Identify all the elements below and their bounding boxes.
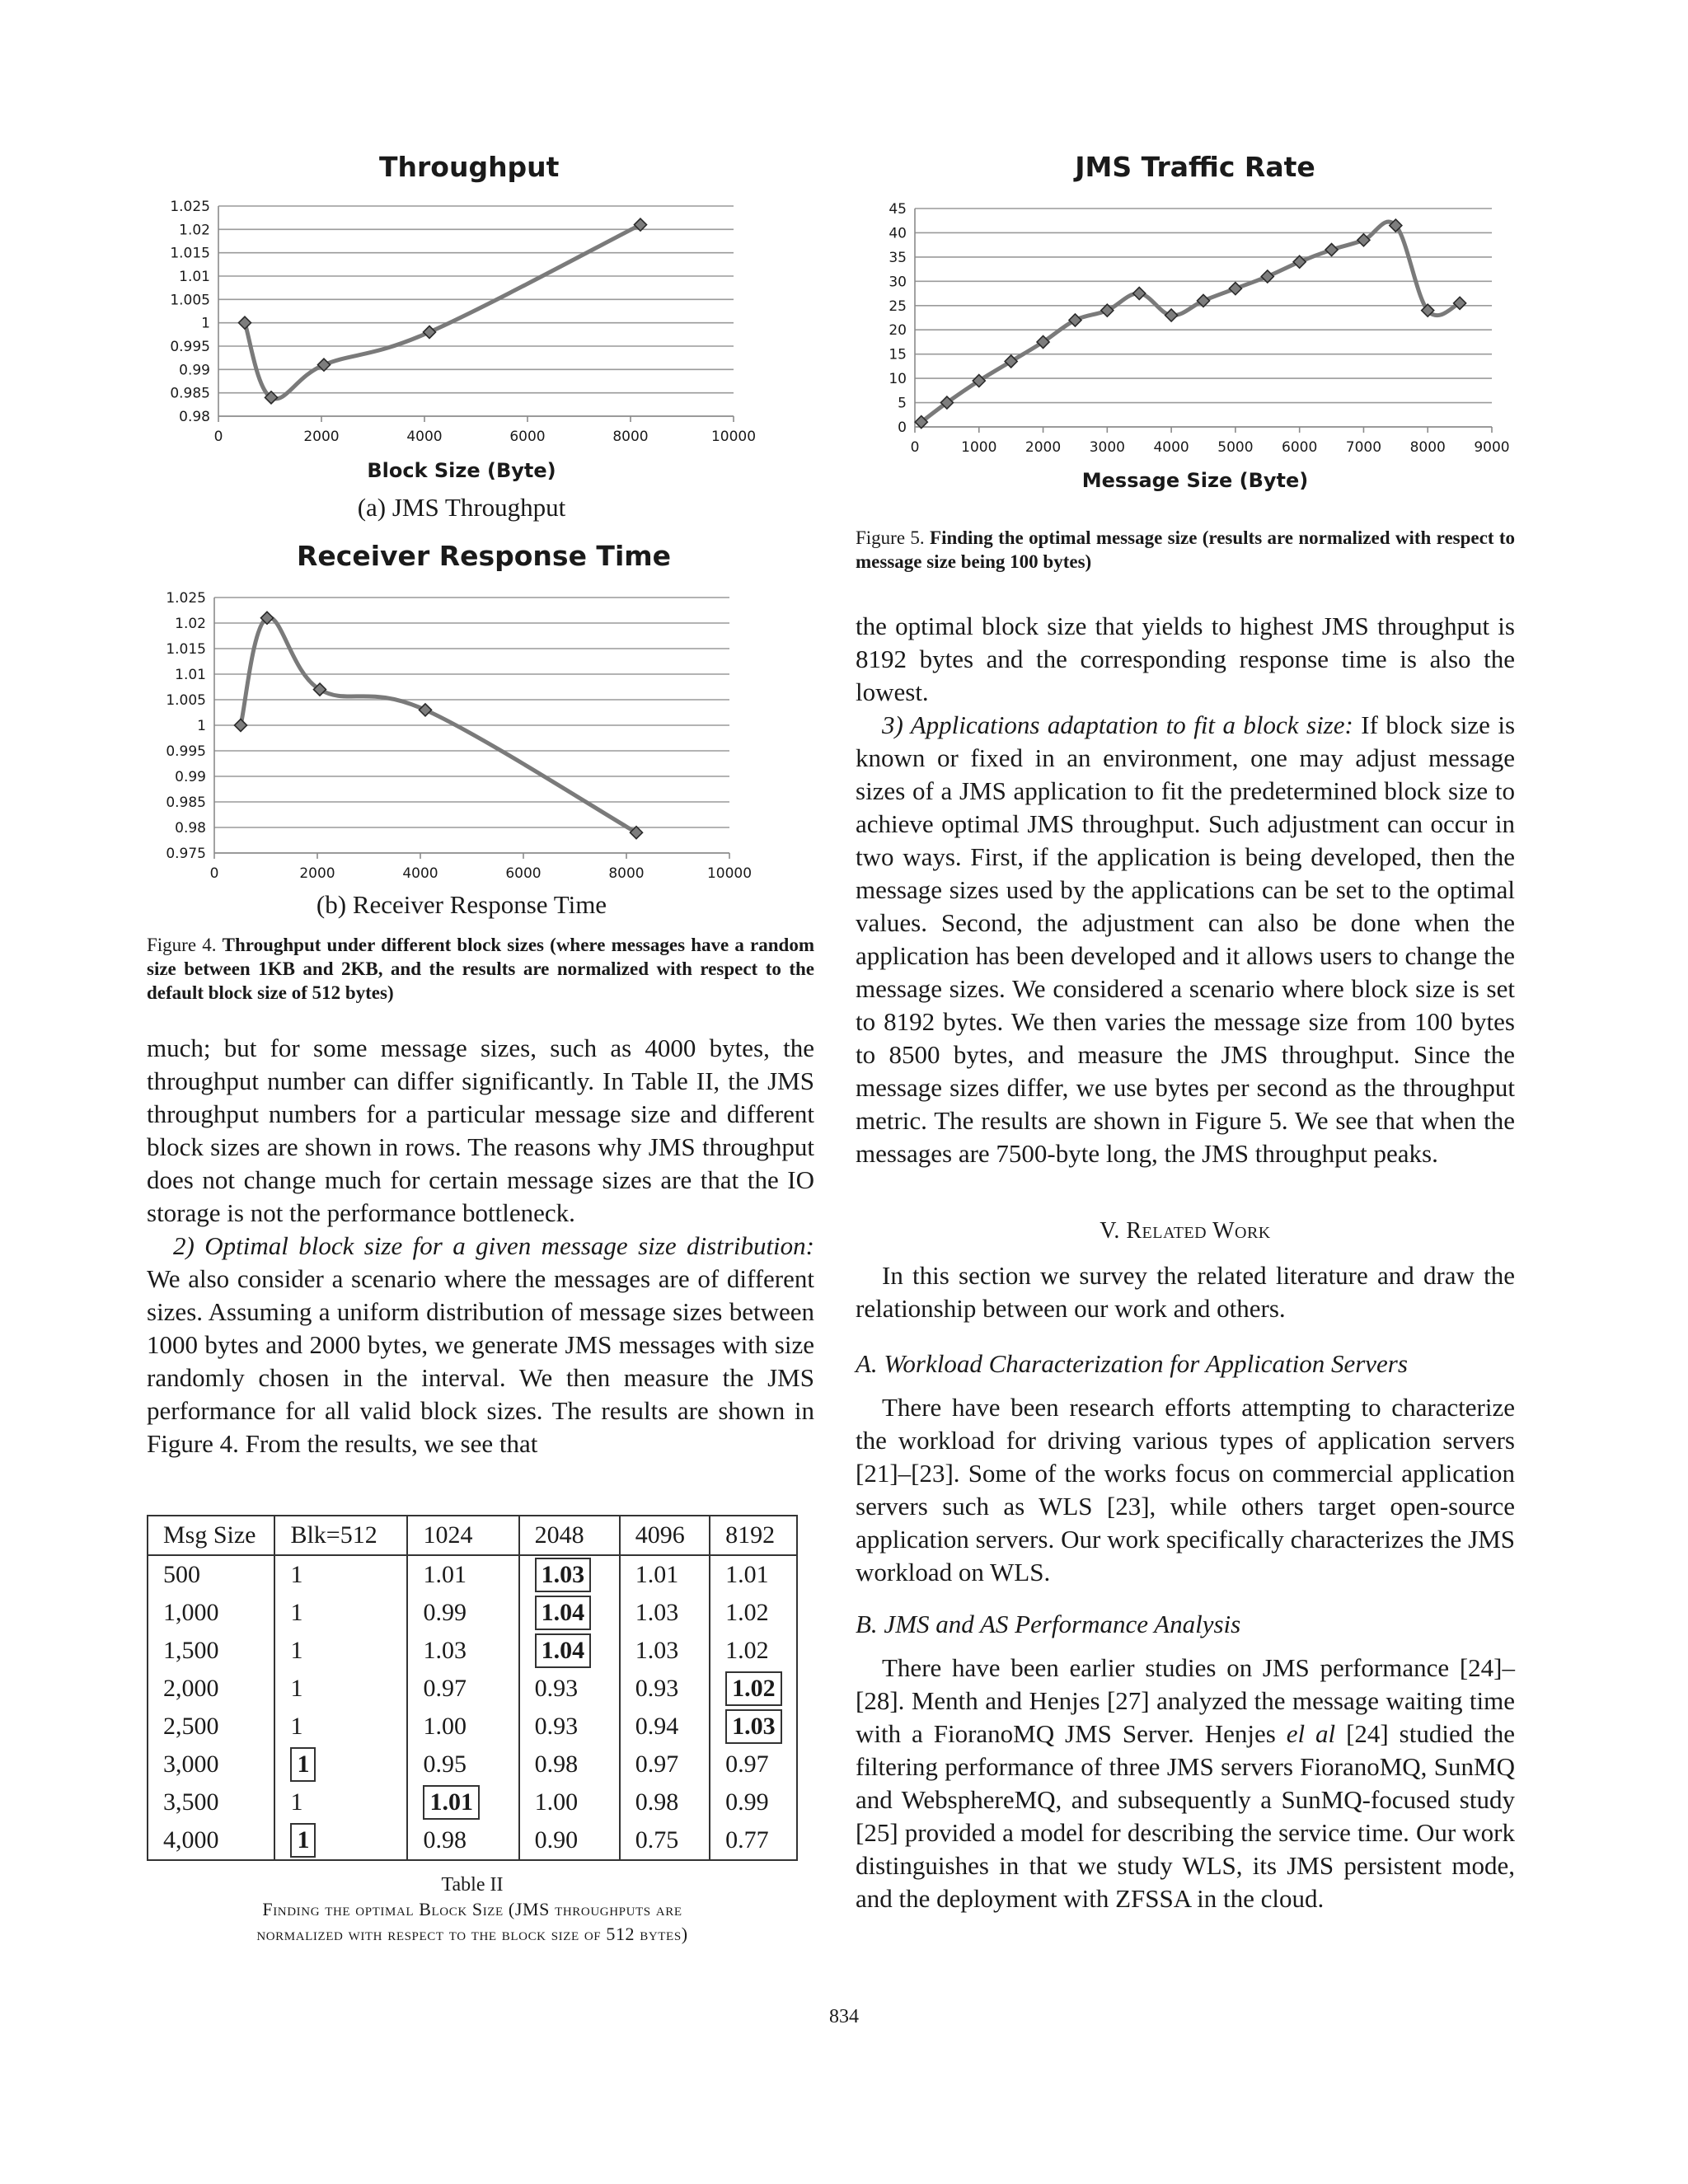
table-cell: 500 bbox=[163, 1561, 200, 1588]
table-cell bbox=[710, 1708, 797, 1746]
data-point bbox=[1325, 244, 1338, 256]
table-row bbox=[148, 1670, 797, 1708]
table-cell: 0.95 bbox=[407, 1746, 518, 1783]
table-ii-label: Table II bbox=[441, 1874, 504, 1896]
paragraph-jms-perf-part1: There have been earlier studies on JMS performance [24]–[28]. Menth and Henjes [27] analyzed the message waiting time with a FioranoMQ JMS Server. Henjes bbox=[856, 1653, 1515, 1748]
table-cell: 0.90 bbox=[519, 1821, 620, 1860]
y-tick-label: 0.975 bbox=[166, 846, 206, 862]
table-row bbox=[148, 1555, 797, 1594]
y-tick-label: 0.99 bbox=[179, 362, 210, 379]
x-tick-label: 3000 bbox=[1089, 439, 1125, 456]
paragraph-body: If block size is known or fixed in an environment, one may adjust message sizes of a JMS application to fit the predetermined block size to achieve optimal JMS throughput. Such adjustment can occur in two ways. First, if the application is being developed, then the message sizes used by the applications can be set to the optimal values. Second, the adjustment can also be done when the application has been developed and it allows users to change the message sizes. We considered a scenario where block size is set to 8192 bytes. We then varies the message size from 100 bytes to 8500 bytes, and measure the JMS throughput. Since the message sizes differ, we use bytes per second as the throughput metric. The results are shown in Figure 5. We see that when the messages are 7500-byte long, the JMS throughput peaks. bbox=[856, 710, 1516, 1168]
best-value-box: 1.03 bbox=[725, 1709, 782, 1744]
traffic-rate-x-axis-label: Message Size (Byte) bbox=[1081, 469, 1309, 492]
y-tick-label: 1.01 bbox=[175, 667, 206, 683]
x-tick-label: 0 bbox=[910, 439, 920, 456]
table-header-cell: 4096 bbox=[620, 1516, 710, 1555]
y-tick-label: 30 bbox=[889, 274, 907, 291]
paragraph-optimal-block-distribution bbox=[147, 1230, 814, 1460]
page-number: 834 bbox=[829, 2006, 859, 2027]
table-cell bbox=[519, 1594, 620, 1632]
table-cell bbox=[274, 1821, 407, 1860]
data-point bbox=[1229, 283, 1241, 295]
table-row bbox=[148, 1783, 797, 1821]
y-tick-label: 1.015 bbox=[166, 641, 206, 658]
x-tick-label: 2000 bbox=[299, 865, 335, 882]
table-cell: 1 bbox=[274, 1632, 407, 1670]
x-tick-label: 10000 bbox=[706, 865, 753, 882]
table-cell bbox=[274, 1746, 407, 1783]
chart-title-response-time: Receiver Response Time bbox=[297, 540, 672, 572]
x-tick-label: 6000 bbox=[505, 865, 542, 882]
table-ii-caption-line1: Finding the optimal Block Size (JMS throughputs are bbox=[262, 1899, 682, 1919]
table-header-cell: 2048 bbox=[519, 1516, 620, 1555]
section-title-related-work: V. Related Work bbox=[1100, 1218, 1271, 1244]
data-point bbox=[1133, 288, 1146, 300]
table-row bbox=[148, 1632, 797, 1670]
table-row bbox=[148, 1594, 797, 1632]
table-cell: 0.99 bbox=[407, 1594, 518, 1632]
x-tick-label: 2000 bbox=[303, 429, 340, 445]
y-tick-label: 1.025 bbox=[170, 199, 210, 215]
x-tick-label: 0 bbox=[209, 865, 219, 882]
paragraph-body: We also consider a scenario where the messages are of different sizes. Assuming a uniform distribution of message sizes between 1000 bytes and 2000 bytes, we generate JMS messages with size randomly chosen in the interval. We then measure the JMS performance for all valid block sizes. The results are shown in Figure 4. From the results, we see that bbox=[147, 1264, 814, 1458]
table-cell: 1.03 bbox=[620, 1594, 710, 1632]
table-row bbox=[148, 1708, 797, 1746]
throughput-x-axis-label: Block Size (Byte) bbox=[367, 459, 556, 482]
table-cell: 1.03 bbox=[407, 1632, 518, 1670]
paragraph-jms-perf-etal: el al bbox=[1286, 1719, 1336, 1748]
y-tick-label: 1.02 bbox=[175, 616, 206, 632]
table-cell: 3,000 bbox=[163, 1750, 219, 1778]
table-cell: 3,500 bbox=[163, 1788, 219, 1816]
table-cell: 0.77 bbox=[710, 1821, 797, 1860]
y-tick-label: 40 bbox=[889, 225, 907, 242]
table-cell: 1.02 bbox=[710, 1632, 797, 1670]
table-header-cell: Msg Size bbox=[148, 1516, 274, 1555]
x-tick-label: 4000 bbox=[406, 429, 443, 445]
paragraph-app-adaptation bbox=[856, 709, 1515, 1170]
table-cell: 1.00 bbox=[519, 1783, 620, 1821]
table-row bbox=[148, 1821, 797, 1860]
y-tick-label: 20 bbox=[889, 322, 907, 340]
series-line bbox=[921, 222, 1460, 422]
table-cell: 0.93 bbox=[519, 1708, 620, 1746]
y-tick-label: 10 bbox=[889, 371, 907, 388]
y-tick-label: 35 bbox=[889, 249, 907, 266]
chart-title-traffic-rate: JMS Traffic Rate bbox=[1075, 151, 1315, 183]
table-cell: 2,000 bbox=[163, 1675, 219, 1702]
y-tick-label: 0.985 bbox=[166, 794, 206, 811]
traffic-rate-chart bbox=[857, 198, 1517, 470]
data-point bbox=[424, 326, 436, 339]
y-tick-label: 0.99 bbox=[175, 769, 206, 785]
table-cell: 0.93 bbox=[519, 1670, 620, 1708]
y-tick-label: 0.98 bbox=[175, 820, 206, 837]
table-cell: 1.01 bbox=[710, 1555, 797, 1594]
y-tick-label: 0.98 bbox=[179, 409, 210, 425]
x-tick-label: 4000 bbox=[402, 865, 438, 882]
y-tick-label: 1.005 bbox=[166, 692, 206, 709]
data-point bbox=[239, 316, 251, 329]
x-tick-label: 5000 bbox=[1217, 439, 1254, 456]
x-tick-label: 9000 bbox=[1474, 439, 1510, 456]
table-header-cell: 8192 bbox=[710, 1516, 797, 1555]
table-cell bbox=[710, 1670, 797, 1708]
right-column-text-top bbox=[856, 610, 1515, 1170]
x-tick-label: 4000 bbox=[1153, 439, 1189, 456]
throughput-chart bbox=[140, 190, 757, 462]
table-cell: 2,500 bbox=[163, 1713, 219, 1740]
y-tick-label: 25 bbox=[889, 298, 907, 315]
chart-title-throughput: Throughput bbox=[379, 151, 560, 183]
table-cell: 0.75 bbox=[620, 1821, 710, 1860]
fig4b-subcaption: (b) Receiver Response Time bbox=[316, 890, 607, 919]
x-tick-label: 7000 bbox=[1345, 439, 1382, 456]
x-tick-label: 8000 bbox=[612, 429, 649, 445]
table-ii-caption-line2: normalized with respect to the block size of 512 bytes) bbox=[256, 1924, 688, 1944]
table-cell: 1.02 bbox=[710, 1594, 797, 1632]
x-tick-label: 8000 bbox=[608, 865, 645, 882]
data-point bbox=[1165, 309, 1178, 321]
figure4-label: Figure 4. bbox=[147, 935, 217, 955]
paragraph-io-bottleneck: much; but for some message sizes, such as 4000 bytes, the throughput number can differ significantly. In Table II, the JMS throughput numbers for a particular message size and different block sizes are shown in rows. The reasons why JMS throughput does not change much for certain message sizes are that the IO storage is not the performance bottleneck. bbox=[147, 1033, 814, 1227]
best-value-box: 1 bbox=[290, 1747, 316, 1782]
y-tick-label: 1.025 bbox=[166, 590, 206, 607]
y-tick-label: 0 bbox=[898, 419, 907, 436]
table-cell: 1 bbox=[274, 1555, 407, 1594]
table-cell: 1,500 bbox=[163, 1637, 219, 1664]
table-cell: 1.01 bbox=[620, 1555, 710, 1594]
paragraph-head: 3) Applications adaptation to fit a block size: bbox=[882, 710, 1353, 739]
y-tick-label: 1.015 bbox=[170, 245, 210, 262]
table-cell: 4,000 bbox=[163, 1826, 219, 1854]
left-column-text bbox=[147, 1032, 814, 1460]
table-row bbox=[148, 1746, 797, 1783]
y-tick-label: 0.985 bbox=[170, 385, 210, 402]
paragraph-head: 2) Optimal block size for a given message size distribution: bbox=[173, 1231, 814, 1260]
best-value-box: 1.02 bbox=[725, 1671, 782, 1706]
table-cell: 0.97 bbox=[407, 1670, 518, 1708]
table-cell bbox=[407, 1783, 518, 1821]
figure5-label: Figure 5. bbox=[856, 527, 925, 548]
table-header-cell: Blk=512 bbox=[274, 1516, 407, 1555]
table-cell: 1 bbox=[274, 1594, 407, 1632]
paragraph-jms-perf bbox=[856, 1652, 1515, 1915]
table-cell: 1 bbox=[274, 1670, 407, 1708]
x-tick-label: 2000 bbox=[1025, 439, 1062, 456]
table-cell: 0.98 bbox=[407, 1821, 518, 1860]
table-cell bbox=[519, 1632, 620, 1670]
series-line bbox=[245, 225, 640, 399]
figure4-caption-text: Throughput under different block sizes (where messages have a random size between 1KB and 2KB, and the results are normalized with respect to the default block size of 512 bytes) bbox=[147, 935, 814, 1003]
table-cell: 0.94 bbox=[620, 1708, 710, 1746]
fig4a-subcaption: (a) JMS Throughput bbox=[357, 493, 566, 522]
table-cell: 1.03 bbox=[620, 1632, 710, 1670]
figure4-caption bbox=[147, 933, 814, 1005]
y-tick-label: 45 bbox=[889, 201, 907, 218]
figure5-caption-text: Finding the optimal message size (results are normalized with respect to message size being 100 bytes) bbox=[856, 527, 1515, 572]
y-tick-label: 1.02 bbox=[179, 222, 210, 239]
paragraph-optimal-result: the optimal block size that yields to highest JMS throughput is 8192 bytes and the corresponding response time is also the lowest. bbox=[856, 612, 1515, 706]
table-cell: 0.93 bbox=[620, 1670, 710, 1708]
table-cell: 1,000 bbox=[163, 1599, 219, 1626]
table-header-cell: 1024 bbox=[407, 1516, 518, 1555]
x-tick-label: 0 bbox=[213, 429, 223, 445]
data-point bbox=[235, 719, 247, 732]
table-cell: 0.97 bbox=[710, 1746, 797, 1783]
y-tick-label: 1 bbox=[197, 718, 206, 734]
paragraph-workload: There have been research efforts attempting to characterize the workload for driving various types of application servers [21]–[23]. Some of the works focus on commercial application servers such as WLS [23], while others target open-source application servers. Our work specifically characterizes the JMS workload on WLS. bbox=[856, 1393, 1515, 1586]
y-tick-label: 1.005 bbox=[170, 292, 210, 309]
y-tick-label: 15 bbox=[889, 346, 907, 363]
x-tick-label: 8000 bbox=[1409, 439, 1446, 456]
subsection-b-title: B. JMS and AS Performance Analysis bbox=[856, 1610, 1241, 1638]
y-tick-label: 0.995 bbox=[170, 339, 210, 355]
figure5-caption bbox=[856, 526, 1515, 574]
y-tick-label: 5 bbox=[898, 395, 907, 412]
subsection-a-title: A. Workload Characterization for Application Servers bbox=[856, 1349, 1408, 1378]
table-cell bbox=[519, 1555, 620, 1594]
best-value-box: 1 bbox=[290, 1823, 316, 1858]
y-tick-label: 1.01 bbox=[179, 269, 210, 285]
table-cell: 0.98 bbox=[620, 1783, 710, 1821]
best-value-box: 1.04 bbox=[535, 1633, 592, 1668]
paragraph-jms-perf-part2: [24] studied the filtering performance of three JMS servers FioranoMQ, SunMQ and WebsphereMQ, and subsequently a SunMQ-focused study [25] provided a model for describing the service time. Our work distinguishes in that we study WLS, its JMS persistent mode, and the deployment with ZFSSA in the cloud. bbox=[856, 1719, 1516, 1913]
y-tick-label: 1 bbox=[201, 315, 210, 332]
x-tick-label: 6000 bbox=[509, 429, 546, 445]
table-cell: 1.00 bbox=[407, 1708, 518, 1746]
table-header-row bbox=[148, 1516, 797, 1555]
paragraph-related-intro: In this section we survey the related literature and draw the relationship between our work and others. bbox=[856, 1261, 1515, 1323]
table-cell: 0.97 bbox=[620, 1746, 710, 1783]
x-tick-label: 1000 bbox=[961, 439, 997, 456]
data-point bbox=[420, 704, 432, 716]
y-tick-label: 0.995 bbox=[166, 743, 206, 760]
table-cell: 0.98 bbox=[519, 1746, 620, 1783]
best-value-box: 1.03 bbox=[535, 1558, 592, 1592]
table-cell: 1 bbox=[274, 1783, 407, 1821]
table-ii-caption bbox=[147, 1872, 798, 1947]
best-value-box: 1.04 bbox=[535, 1596, 592, 1630]
x-tick-label: 6000 bbox=[1282, 439, 1318, 456]
table-ii bbox=[147, 1515, 798, 1861]
x-tick-label: 10000 bbox=[710, 429, 757, 445]
table-cell: 1 bbox=[274, 1708, 407, 1746]
table-cell: 1.01 bbox=[407, 1555, 518, 1594]
response-time-chart bbox=[140, 581, 753, 894]
table-cell: 0.99 bbox=[710, 1783, 797, 1821]
best-value-box: 1.01 bbox=[423, 1785, 480, 1820]
